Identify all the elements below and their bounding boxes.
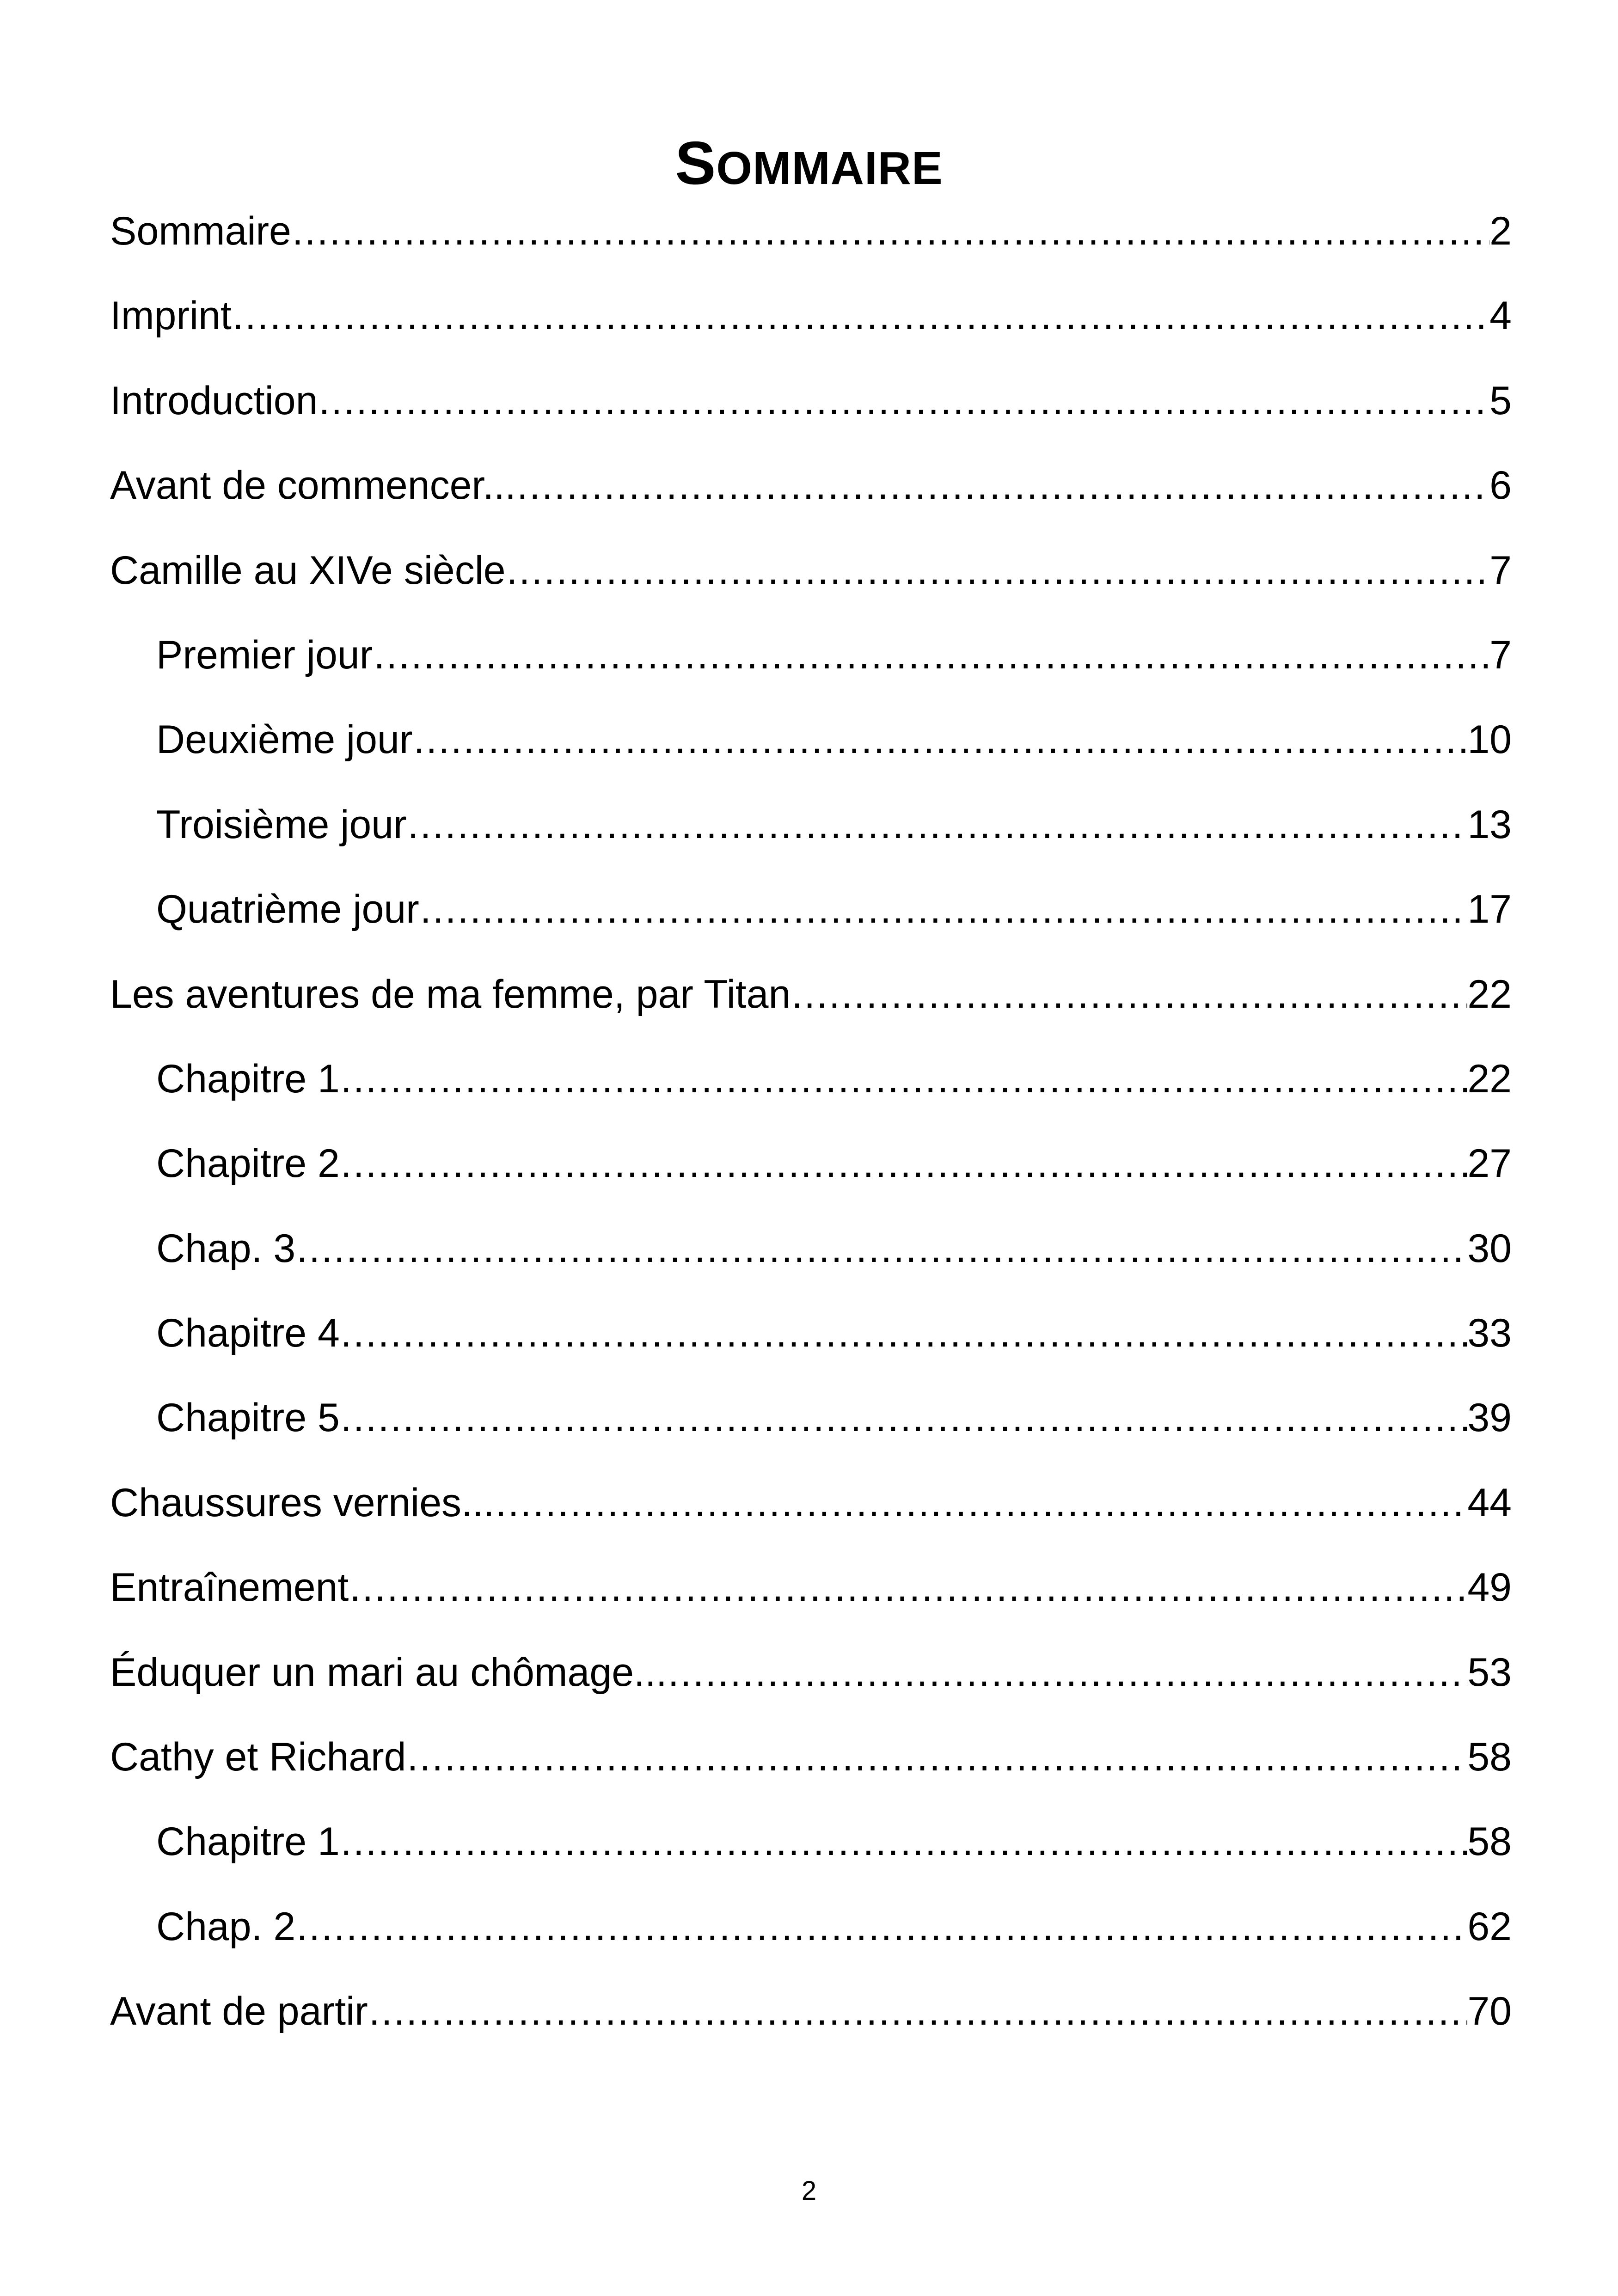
toc-entry-label: Premier jour	[156, 632, 373, 677]
toc-entry-page: 49	[1467, 1565, 1512, 1610]
toc-entry-label: Chap. 2	[156, 1904, 296, 1949]
toc-entry-page: 44	[1467, 1480, 1512, 1525]
toc-entry[interactable]	[110, 1555, 1512, 1640]
toc-entry-page: 7	[1489, 632, 1512, 677]
toc-entry-label: Éduquer un mari au chômage...	[110, 1650, 667, 1695]
dot-leader	[495, 1470, 1468, 1535]
toc-entry-page: 22	[1467, 972, 1512, 1016]
toc-subentry[interactable]	[110, 792, 1512, 877]
toc-subentry[interactable]	[110, 623, 1512, 707]
toc-subentry[interactable]	[110, 1809, 1512, 1894]
dot-leader	[506, 538, 1490, 603]
toc-entry-label: Chap. 3	[156, 1226, 296, 1271]
toc-entry-label: Deuxième jour	[156, 717, 413, 762]
toc-subentry[interactable]	[110, 1131, 1512, 1216]
toc-entry-page: 58	[1467, 1735, 1512, 1780]
toc-entry-label: Avant de commencer...	[110, 463, 516, 508]
toc-entry-page: 2	[1489, 209, 1512, 253]
toc-entry-page: 22	[1467, 1056, 1512, 1101]
toc-entry-page: 10	[1467, 717, 1512, 762]
toc-subentry[interactable]	[110, 1216, 1512, 1301]
dot-leader	[667, 1640, 1468, 1705]
toc-entry[interactable]	[110, 1979, 1512, 2063]
dot-leader	[318, 368, 1489, 433]
table-of-contents	[110, 199, 1512, 2064]
toc-entry-label: Chapitre 5	[156, 1396, 340, 1440]
toc-entry-page: 5	[1489, 378, 1512, 423]
toc-entry-page: 70	[1467, 1989, 1512, 2034]
toc-entry-label: Cathy et Richard	[110, 1735, 406, 1780]
title-initial: S	[675, 129, 717, 197]
toc-subentry[interactable]	[110, 1385, 1512, 1470]
toc-entry-label: Quatrième jour	[156, 887, 419, 932]
toc-subentry[interactable]	[110, 1301, 1512, 1385]
toc-entry-label: Chapitre 1	[156, 1819, 340, 1864]
toc-entry[interactable]	[110, 199, 1512, 283]
toc-entry-page: 30	[1467, 1226, 1512, 1271]
dot-leader	[340, 1131, 1468, 1196]
dot-leader	[407, 792, 1468, 857]
toc-entry-label: Chapitre 1	[156, 1056, 340, 1101]
toc-entry[interactable]	[110, 368, 1512, 453]
toc-entry-page: 58	[1467, 1819, 1512, 1864]
dot-leader	[291, 199, 1489, 263]
toc-entry-label: Chapitre 4	[156, 1311, 340, 1356]
dot-leader	[232, 283, 1489, 348]
toc-entry-page: 39	[1467, 1396, 1512, 1440]
dot-leader	[340, 1809, 1468, 1874]
toc-entry-page: 4	[1489, 294, 1512, 338]
toc-subentry[interactable]	[110, 1894, 1512, 1979]
page-number: 2	[801, 2176, 817, 2206]
toc-entry-page: 7	[1489, 548, 1512, 593]
toc-entry-label: Chapitre 2	[156, 1141, 340, 1186]
dot-leader	[340, 1047, 1468, 1111]
dot-leader	[368, 1979, 1468, 2044]
title-rest: OMMAIRE	[716, 142, 943, 195]
toc-entry-label: Camille au XIVe siècle	[110, 548, 506, 593]
toc-entry-page: 33	[1467, 1311, 1512, 1356]
dot-leader	[349, 1555, 1467, 1620]
toc-entry-page: 27	[1467, 1141, 1512, 1186]
dot-leader	[295, 1216, 1467, 1281]
toc-entry-page: 6	[1489, 463, 1512, 508]
dot-leader	[373, 623, 1489, 687]
toc-entry-page: 53	[1467, 1650, 1512, 1695]
toc-entry[interactable]	[110, 1470, 1512, 1555]
toc-entry-label: Chaussures vernies...	[110, 1480, 495, 1525]
toc-entry-label: Sommaire	[110, 209, 291, 253]
dot-leader	[295, 1894, 1467, 1959]
toc-subentry[interactable]	[110, 707, 1512, 792]
dot-leader	[791, 962, 1467, 1027]
toc-entry-label: Entraînement	[110, 1565, 349, 1610]
toc-entry-page: 62	[1467, 1904, 1512, 1949]
toc-entry-label: Les aventures de ma femme, par Titan	[110, 972, 791, 1016]
toc-entry-label: Imprint	[110, 294, 232, 338]
toc-entry-page: 13	[1467, 802, 1512, 847]
toc-entry[interactable]	[110, 1640, 1512, 1725]
page-title	[0, 126, 1618, 205]
toc-entry-label: Troisième jour	[156, 802, 407, 847]
dot-leader	[340, 1301, 1468, 1365]
dot-leader	[340, 1385, 1468, 1450]
dot-leader	[412, 707, 1467, 772]
toc-entry[interactable]	[110, 962, 1512, 1047]
toc-entry-label: Avant de partir	[110, 1989, 368, 2034]
toc-entry-page: 17	[1467, 887, 1512, 932]
toc-entry[interactable]	[110, 538, 1512, 623]
toc-subentry[interactable]	[110, 1047, 1512, 1131]
toc-subentry[interactable]	[110, 877, 1512, 961]
dot-leader	[516, 453, 1489, 518]
toc-entry[interactable]	[110, 283, 1512, 368]
toc-entry-label: Introduction	[110, 378, 318, 423]
toc-entry[interactable]	[110, 1725, 1512, 1809]
toc-entry[interactable]	[110, 453, 1512, 538]
dot-leader	[419, 877, 1468, 942]
dot-leader	[406, 1725, 1468, 1789]
